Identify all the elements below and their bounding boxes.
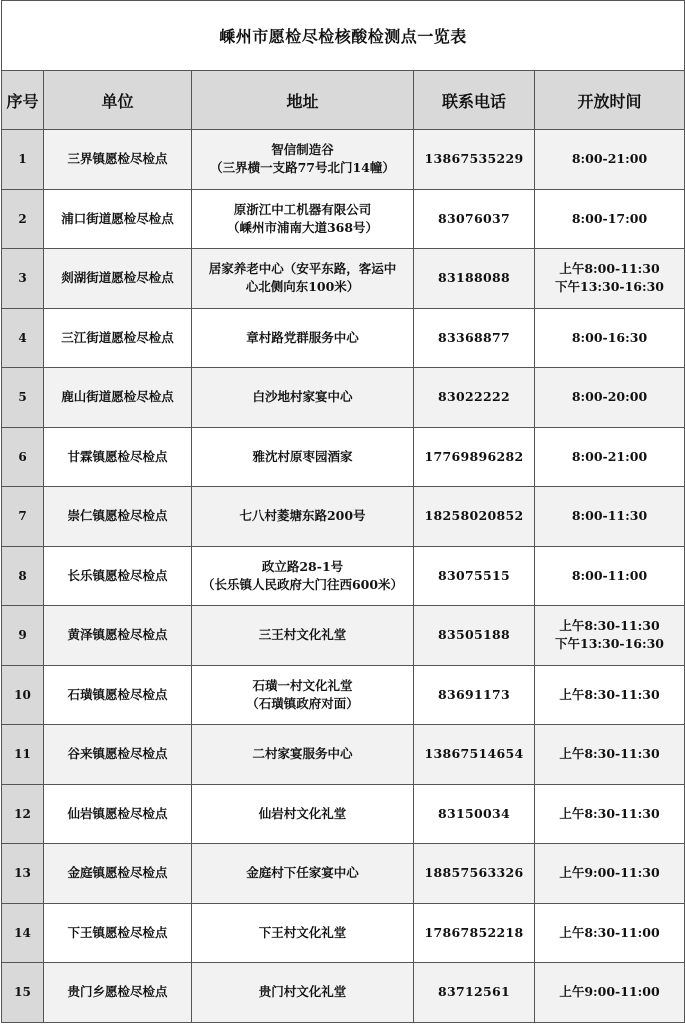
address-cell-line: 石璜一村文化礼堂 [252,677,353,693]
address-cell [192,606,414,666]
opening-hours [535,725,685,785]
opening-hours-line: 下午13:30-16:30 [555,279,664,295]
unit-name: 黄泽镇愿检尽检点 [44,606,192,666]
address-cell [192,308,414,368]
address-cell-line: 下王村文化礼堂 [258,924,347,940]
opening-hours-line: 8:00-21:00 [571,448,648,464]
opening-hours [535,427,685,487]
address-cell [192,725,414,785]
phone-number: 18857563326 [414,844,535,904]
table-row [2,130,685,190]
table-row [2,844,685,904]
phone-number: 83022222 [414,368,535,428]
unit-name: 崇仁镇愿检尽检点 [44,487,192,547]
row-number: 8 [2,546,44,606]
address-cell-line: 贵门村文化礼堂 [258,984,347,1000]
table-row [2,189,685,249]
opening-hours-line: 8:00-11:30 [571,508,648,524]
address-cell [192,844,414,904]
phone-number: 18258020852 [414,487,535,547]
opening-hours-line: 8:00-20:00 [571,389,648,405]
address-cell-line: 居家养老中心（安平东路，客运中 [208,261,397,277]
opening-hours [535,487,685,547]
row-number: 3 [2,249,44,309]
opening-hours-line: 8:00-11:00 [571,567,648,583]
header-address: 地址 [192,71,414,130]
phone-number: 13867514654 [414,725,535,785]
address-cell-line: 章村路党群服务中心 [246,329,359,345]
row-number: 1 [2,130,44,190]
opening-hours [535,844,685,904]
address-cell [192,903,414,963]
address-cell [192,189,414,249]
row-number: 10 [2,665,44,725]
opening-hours [535,546,685,606]
row-number: 13 [2,844,44,904]
unit-name: 剡湖街道愿检尽检点 [44,249,192,309]
opening-hours [535,606,685,666]
unit-name: 贵门乡愿检尽检点 [44,963,192,1023]
unit-name: 仙岩镇愿检尽检点 [44,784,192,844]
phone-number: 17769896282 [414,427,535,487]
phone-number: 83150034 [414,784,535,844]
opening-hours-line: 上午9:00-11:30 [559,865,660,881]
opening-hours-line: 上午8:30-11:30 [559,805,660,821]
table-row [2,249,685,309]
phone-number: 83691173 [414,665,535,725]
unit-name: 三江街道愿检尽检点 [44,308,192,368]
table-row [2,368,685,428]
opening-hours-line: 上午9:00-11:00 [559,984,660,1000]
header-hours: 开放时间 [535,71,685,130]
row-number: 14 [2,903,44,963]
address-cell-line: （石璜镇政府对面） [246,695,359,711]
header-phone: 联系电话 [414,71,535,130]
table-row [2,487,685,547]
unit-name: 下王镇愿检尽检点 [44,903,192,963]
address-cell-line: 仙岩村文化礼堂 [258,805,347,821]
phone-number: 83368877 [414,308,535,368]
phone-number: 83076037 [414,189,535,249]
row-number: 6 [2,427,44,487]
opening-hours-line: 8:00-16:30 [571,329,648,345]
table-title: 嵊州市愿检尽检核酸检测点一览表 [2,1,685,71]
header-row [2,71,685,130]
opening-hours [535,903,685,963]
opening-hours [535,189,685,249]
table-row [2,963,685,1023]
opening-hours [535,784,685,844]
unit-name: 谷来镇愿检尽检点 [44,725,192,785]
opening-hours-line: 上午8:00-11:30 [559,261,660,277]
address-cell-line: （三界横一支路77号北门14幢） [210,160,395,176]
address-cell-line: 金庭村下任家宴中心 [246,865,359,881]
address-cell [192,546,414,606]
table-row [2,903,685,963]
table-row [2,725,685,785]
table-row [2,546,685,606]
address-cell-line: 原浙江中工机器有限公司 [233,201,372,217]
address-cell [192,487,414,547]
phone-number: 17867852218 [414,903,535,963]
row-number: 11 [2,725,44,785]
opening-hours [535,249,685,309]
row-number: 7 [2,487,44,547]
address-cell-line: 白沙地村家宴中心 [252,389,353,405]
table-row [2,606,685,666]
address-cell-line: 二村家宴服务中心 [252,746,353,762]
address-cell [192,427,414,487]
unit-name: 鹿山街道愿检尽检点 [44,368,192,428]
address-cell-line: 智信制造谷 [271,142,334,158]
unit-name: 石璜镇愿检尽检点 [44,665,192,725]
row-number: 4 [2,308,44,368]
address-cell [192,130,414,190]
address-cell [192,249,414,309]
opening-hours-line: 8:00-17:00 [571,210,648,226]
address-cell [192,665,414,725]
row-number: 9 [2,606,44,666]
address-cell-line: 雅沈村原枣园酒家 [252,448,353,464]
address-cell-line: （嵊州市浦南大道368号） [226,219,379,235]
opening-hours-line: 上午8:30-11:30 [559,746,660,762]
address-cell [192,963,414,1023]
table-body [2,130,685,1023]
opening-hours-line: 上午8:30-11:30 [559,618,660,634]
address-cell-line: 三王村文化礼堂 [258,627,347,643]
opening-hours [535,308,685,368]
address-cell [192,784,414,844]
header-no: 序号 [2,71,44,130]
opening-hours-line: 下午13:30-16:30 [555,636,664,652]
opening-hours [535,368,685,428]
unit-name: 金庭镇愿检尽检点 [44,844,192,904]
address-cell-line: 政立路28-1号 [261,558,344,574]
phone-number: 83188088 [414,249,535,309]
table-row [2,427,685,487]
phone-number: 13867535229 [414,130,535,190]
header-unit: 单位 [44,71,192,130]
unit-name: 浦口街道愿检尽检点 [44,189,192,249]
opening-hours [535,665,685,725]
address-cell-line: 心北侧向东100米） [245,279,360,295]
unit-name: 长乐镇愿检尽检点 [44,546,192,606]
row-number: 15 [2,963,44,1023]
address-cell-line: （长乐镇人民政府大门往西600米） [201,576,404,592]
row-number: 5 [2,368,44,428]
phone-number: 83505188 [414,606,535,666]
opening-hours-line: 上午8:30-11:00 [559,924,660,940]
opening-hours [535,130,685,190]
table-row [2,308,685,368]
row-number: 2 [2,189,44,249]
unit-name: 三界镇愿检尽检点 [44,130,192,190]
opening-hours-line: 上午8:30-11:30 [559,686,660,702]
phone-number: 83075515 [414,546,535,606]
address-cell [192,368,414,428]
table-row [2,784,685,844]
phone-number: 83712561 [414,963,535,1023]
row-number: 12 [2,784,44,844]
address-cell-line: 七八村菱塘东路200号 [239,508,366,524]
unit-name: 甘霖镇愿检尽检点 [44,427,192,487]
table-row [2,665,685,725]
testing-sites-table [1,0,685,1023]
opening-hours [535,963,685,1023]
opening-hours-line: 8:00-21:00 [571,151,648,167]
